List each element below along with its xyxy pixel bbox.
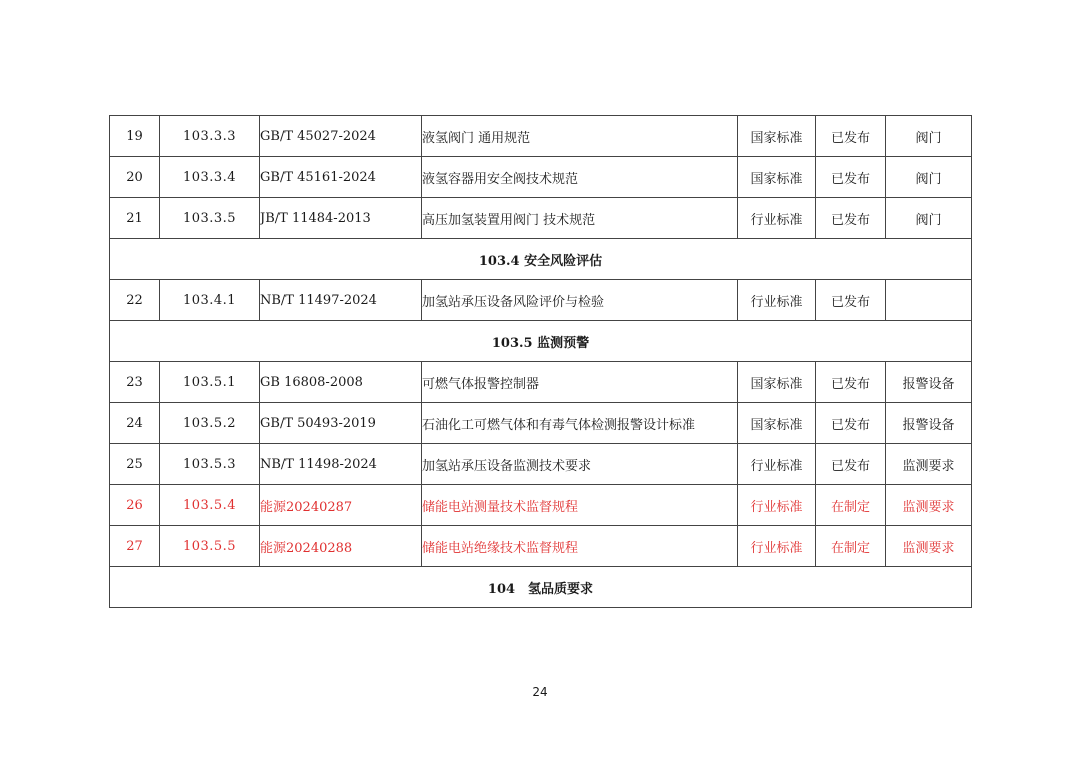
standards-table bbox=[109, 115, 972, 608]
row-number: 23 bbox=[110, 362, 160, 403]
standard-name: 加氢站承压设备监测技术要求 bbox=[422, 444, 738, 485]
clause-code: 103.5.1 bbox=[160, 362, 260, 403]
table-row bbox=[110, 198, 972, 239]
standard-status: 已发布 bbox=[816, 403, 886, 444]
clause-code: 103.3.4 bbox=[160, 157, 260, 198]
section-heading: 103.4 安全风险评估 bbox=[110, 239, 972, 280]
standard-category: 监测要求 bbox=[886, 444, 972, 485]
clause-code: 103.5.2 bbox=[160, 403, 260, 444]
standard-category: 报警设备 bbox=[886, 362, 972, 403]
clause-code: 103.5.3 bbox=[160, 444, 260, 485]
row-number: 26 bbox=[110, 485, 160, 526]
standard-number: GB 16808-2008 bbox=[260, 362, 422, 403]
clause-code: 103.5.4 bbox=[160, 485, 260, 526]
row-number: 21 bbox=[110, 198, 160, 239]
standard-category: 监测要求 bbox=[886, 526, 972, 567]
row-number: 22 bbox=[110, 280, 160, 321]
row-number: 25 bbox=[110, 444, 160, 485]
standard-category bbox=[886, 280, 972, 321]
table-row-highlighted bbox=[110, 526, 972, 567]
standard-name: 可燃气体报警控制器 bbox=[422, 362, 738, 403]
clause-code: 103.3.3 bbox=[160, 116, 260, 157]
standard-category: 阀门 bbox=[886, 198, 972, 239]
section-heading-row bbox=[110, 567, 972, 608]
standard-number: GB/T 45027-2024 bbox=[260, 116, 422, 157]
clause-code: 103.5.5 bbox=[160, 526, 260, 567]
standard-status: 已发布 bbox=[816, 157, 886, 198]
standard-level: 行业标准 bbox=[738, 444, 816, 485]
standard-level: 国家标准 bbox=[738, 157, 816, 198]
table-row bbox=[110, 280, 972, 321]
section-heading-row bbox=[110, 239, 972, 280]
standard-status: 在制定 bbox=[816, 526, 886, 567]
standard-category: 阀门 bbox=[886, 116, 972, 157]
standard-number: JB/T 11484-2013 bbox=[260, 198, 422, 239]
table-row-highlighted bbox=[110, 485, 972, 526]
standard-number: NB/T 11497-2024 bbox=[260, 280, 422, 321]
standard-status: 已发布 bbox=[816, 198, 886, 239]
row-number: 19 bbox=[110, 116, 160, 157]
row-number: 24 bbox=[110, 403, 160, 444]
standard-level: 行业标准 bbox=[738, 198, 816, 239]
standard-number: NB/T 11498-2024 bbox=[260, 444, 422, 485]
row-number: 27 bbox=[110, 526, 160, 567]
standard-number: GB/T 50493-2019 bbox=[260, 403, 422, 444]
standard-level: 国家标准 bbox=[738, 116, 816, 157]
standard-status: 已发布 bbox=[816, 362, 886, 403]
standard-status: 在制定 bbox=[816, 485, 886, 526]
row-number: 20 bbox=[110, 157, 160, 198]
section-heading: 103.5 监测预警 bbox=[110, 321, 972, 362]
standard-name: 储能电站绝缘技术监督规程 bbox=[422, 526, 738, 567]
standard-level: 国家标准 bbox=[738, 362, 816, 403]
standard-name: 储能电站测量技术监督规程 bbox=[422, 485, 738, 526]
standard-category: 监测要求 bbox=[886, 485, 972, 526]
standard-name: 液氢阀门 通用规范 bbox=[422, 116, 738, 157]
page-number: 24 bbox=[532, 685, 548, 699]
table-row bbox=[110, 362, 972, 403]
standard-status: 已发布 bbox=[816, 116, 886, 157]
standard-level: 行业标准 bbox=[738, 280, 816, 321]
standard-name: 液氢容器用安全阀技术规范 bbox=[422, 157, 738, 198]
section-heading: 104 氢品质要求 bbox=[110, 567, 972, 608]
standard-number: 能源20240287 bbox=[260, 485, 422, 526]
table-row bbox=[110, 157, 972, 198]
standard-name: 石油化工可燃气体和有毒气体检测报警设计标准 bbox=[422, 403, 738, 444]
clause-code: 103.3.5 bbox=[160, 198, 260, 239]
table-row bbox=[110, 403, 972, 444]
clause-code: 103.4.1 bbox=[160, 280, 260, 321]
standard-level: 行业标准 bbox=[738, 526, 816, 567]
standard-name: 加氢站承压设备风险评价与检验 bbox=[422, 280, 738, 321]
standard-level: 国家标准 bbox=[738, 403, 816, 444]
standard-category: 阀门 bbox=[886, 157, 972, 198]
table-row bbox=[110, 444, 972, 485]
standard-category: 报警设备 bbox=[886, 403, 972, 444]
standard-number: 能源20240288 bbox=[260, 526, 422, 567]
standard-status: 已发布 bbox=[816, 280, 886, 321]
standard-number: GB/T 45161-2024 bbox=[260, 157, 422, 198]
standard-status: 已发布 bbox=[816, 444, 886, 485]
standard-level: 行业标准 bbox=[738, 485, 816, 526]
standard-name: 高压加氢装置用阀门 技术规范 bbox=[422, 198, 738, 239]
table-row bbox=[110, 116, 972, 157]
section-heading-row bbox=[110, 321, 972, 362]
